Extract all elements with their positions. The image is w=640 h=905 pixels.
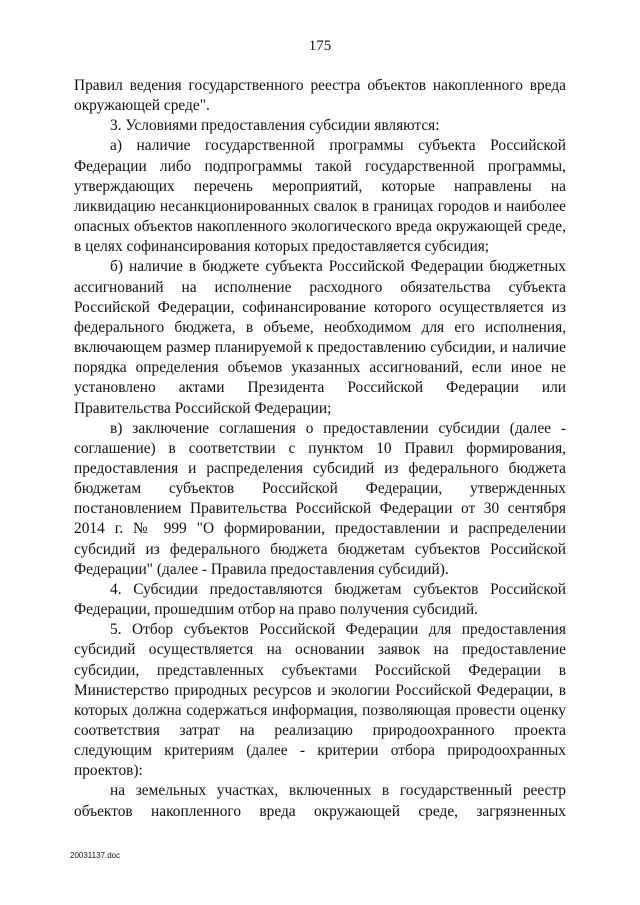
paragraph-item-3b: б) наличие в бюджете субъекта Российской Федерации бюджетных ассигнований на исполнение расходного обязательства субъекта Российской Федерации, софинансирование которого осуществляется из федерального бюджета, в объеме, необходимом для его исполнения, включающем размер планируемой к предоставлению субсидии, и наличие порядка определения объемов указанных ассигнований, если иное не установлено актами Президента Российской Федерации или Правительства Российской Федерации;	[74, 258, 566, 417]
document-body	[74, 76, 566, 822]
paragraph-item-5: 5. Отбор субъектов Российской Федерации для предоставления субсидий осуществляется на основании заявок на предоставление субсидии, представленных субъектами Российской Федерации в Министерство природных ресурсов и экологии Российской Федерации, в которых должна содержаться информация, позволяющая провести оценку соответствия затрат на реализацию природоохранного проекта следующим критериям (далее - критерии отбора природоохранных проектов):	[74, 621, 566, 780]
paragraph-item-4: 4. Субсидии предоставляются бюджетам субъектов Российской Федерации, прошедшим отбор на право получения субсидий.	[74, 580, 566, 619]
paragraph-rules-title-end: Правил ведения государственного реестра объектов накопленного вреда окружающей среде".	[74, 77, 566, 115]
paragraph-item-3v: в) заключение соглашения о предоставлении субсидии (далее - соглашение) в соответствии с пунктом 10 Правил формирования, предоставления и распределения субсидий из федерального бюджета бюджетам субъектов Российской Федерации, утвержденных постановлением Правительства Российской Федерации от 30 сентября 2014 г. № 999 "О формировании, предоставлении и распределении субсидий из федерального бюджета бюджетам субъектов Российской Федерации" (далее - Правила предоставления субсидий).	[74, 419, 566, 578]
paragraph-criteria-start: на земельных участках, включенных в государственный реестр объектов накопленного вреда окружающей среде, загрязненных	[74, 782, 566, 820]
paragraph-item-3a: а) наличие государственной программы субъекта Российской Федерации либо подпрограммы такой государственной программы, утверждающих перечень мероприятий, которые направлены на ликвидацию несанкционированных свалок в границах городов и наиболее опасных объектов накопленного экологического вреда окружающей среде, в целях софинансирования которых предоставляется субсидия;	[74, 137, 566, 256]
footer-filename: 20031137.doc	[70, 851, 121, 860]
page-number: 175	[308, 38, 332, 54]
paragraph-item-3: 3. Условиями предоставления субсидии являются:	[110, 117, 440, 135]
